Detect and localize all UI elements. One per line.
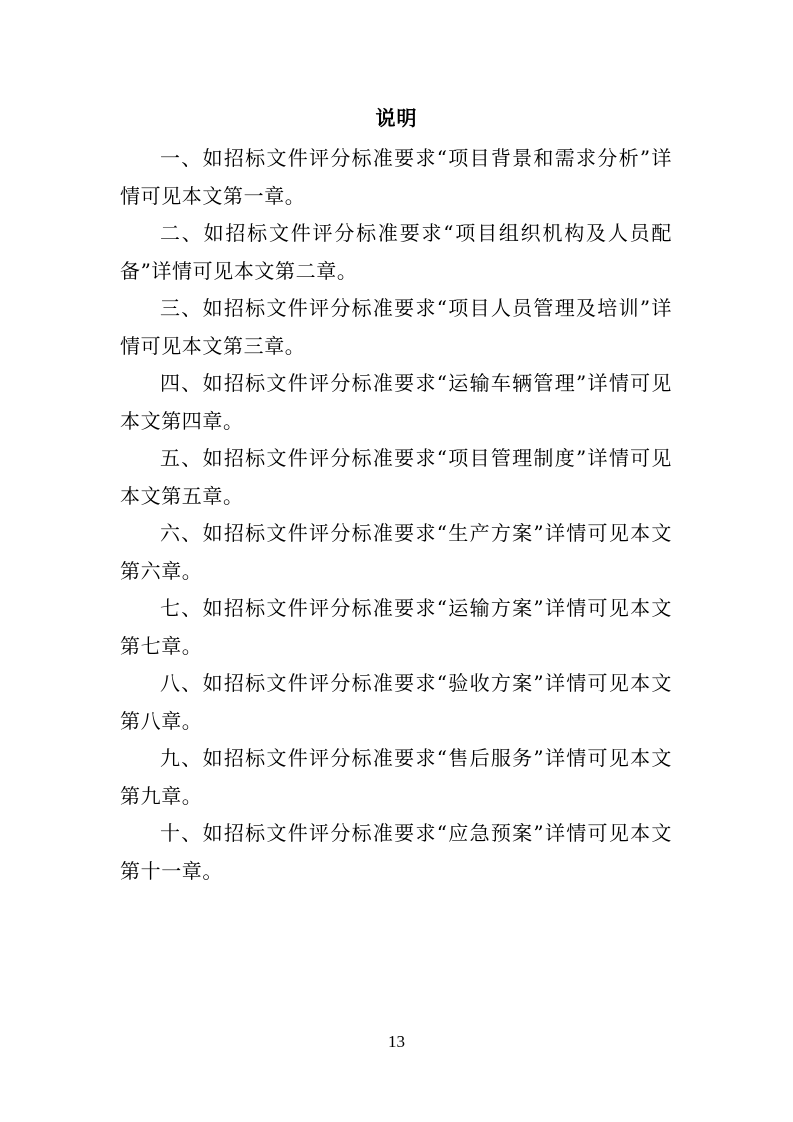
page-number: 13 [388,1032,405,1051]
document-body [120,140,672,890]
paragraph-5: 五、如招标文件评分标准要求“项目管理制度”详情可见本文第五章。 [120,446,672,508]
page-title: 说明 [375,106,418,130]
paragraph-7: 七、如招标文件评分标准要求“运输方案”详情可见本文第七章。 [120,596,672,658]
paragraph-10: 十、如招标文件评分标准要求“应急预案”详情可见本文第十一章。 [120,821,672,883]
paragraph-6: 六、如招标文件评分标准要求“生产方案”详情可见本文第六章。 [120,521,672,583]
paragraph-2: 二、如招标文件评分标准要求“项目组织机构及人员配备”详情可见本文第二章。 [120,221,672,283]
paragraph-8: 八、如招标文件评分标准要求“验收方案”详情可见本文第八章。 [120,671,672,733]
paragraph-4: 四、如招标文件评分标准要求“运输车辆管理”详情可见本文第四章。 [120,371,672,433]
paragraph-9: 九、如招标文件评分标准要求“售后服务”详情可见本文第九章。 [120,746,672,808]
paragraph-3: 三、如招标文件评分标准要求“项目人员管理及培训”详情可见本文第三章。 [120,296,672,358]
paragraph-1: 一、如招标文件评分标准要求“项目背景和需求分析”详情可见本文第一章。 [120,146,672,208]
